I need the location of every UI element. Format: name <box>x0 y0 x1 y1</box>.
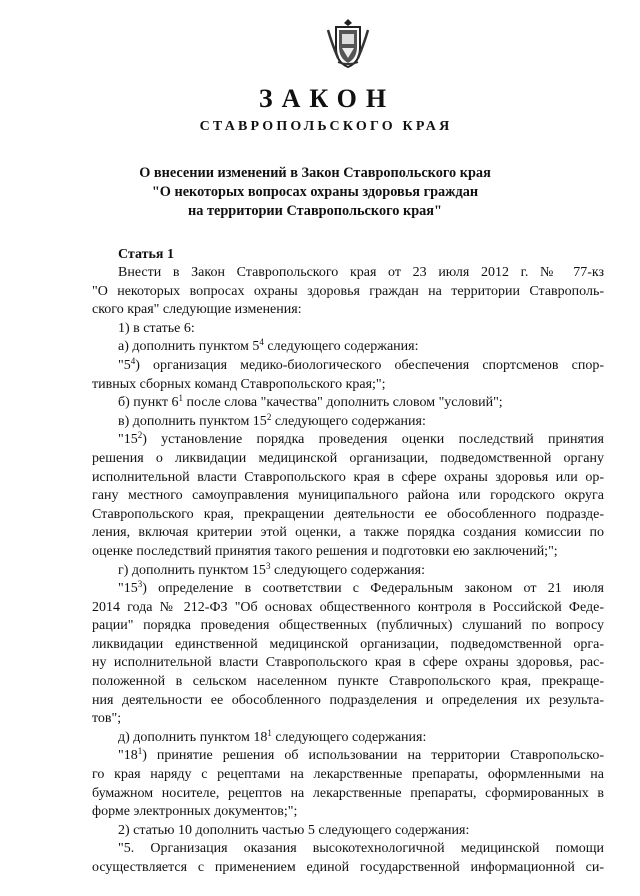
law-body-text <box>92 264 604 878</box>
body-line-text: бумажном носителе, рецептов на лекарственные препараты, сформированных в <box>92 785 604 801</box>
body-line <box>92 394 604 413</box>
body-line <box>92 654 604 673</box>
body-line-text: в) дополнить пунктом 15 <box>118 413 267 429</box>
body-line-text: после слова "качества" дополнить словом "условий"; <box>183 395 503 411</box>
body-line <box>92 692 604 711</box>
title-line: О внесении изменений в Закон Ставропольского края <box>139 165 491 181</box>
body-line <box>92 859 604 878</box>
superscript-index: 4 <box>259 337 264 348</box>
body-line <box>92 301 604 320</box>
body-line <box>92 264 604 283</box>
law-heading: ЗАКОН <box>258 84 396 113</box>
body-line-text: д) дополнить пунктом 18 <box>118 729 268 745</box>
body-line-text: ) организация медико-биологического обеспечения спортсменов спор- <box>135 357 604 373</box>
body-line-text: ) принятие решения об использовании на территории Ставропольско- <box>142 748 604 764</box>
superscript-index: 4 <box>130 355 136 366</box>
body-line-text: гану местного самоуправления муниципального района или городского округа <box>92 488 604 504</box>
body-line-text: Внести в Закон Ставропольского края от 23 июля 2012 г. № 77-кз <box>118 265 604 280</box>
body-line-text: ления, включая критерии этой оценки, а также порядка создания комиссии по <box>92 525 604 541</box>
body-line <box>92 729 604 748</box>
body-line-text: следующего содержания: <box>271 413 426 429</box>
body-line-text: "15 <box>118 432 138 448</box>
body-line-text: "5 <box>118 357 131 373</box>
body-line-text: го края наряду с рецептами на лекарственные препараты, оформленными на <box>92 767 604 783</box>
body-line-text: 1) в статье 6: <box>118 320 195 336</box>
body-line <box>92 506 604 525</box>
body-line <box>92 431 604 450</box>
body-line-text: ) определение в соответствии с Федеральным законом от 21 июля <box>142 581 604 597</box>
superscript-index: 1 <box>137 746 143 757</box>
body-line-text: ну исполнительной власти Ставропольского края в сфере охраны здоровья, рас- <box>92 655 604 671</box>
body-line <box>92 357 604 376</box>
body-line-text: 2) статью 10 дополнить частью 5 следующего содержания: <box>118 822 470 838</box>
body-line <box>92 487 604 506</box>
superscript-index: 1 <box>267 727 272 738</box>
body-line-text: рации" порядка проведения общественных (публичных) слушаний по вопросу <box>92 618 604 634</box>
body-line <box>92 283 604 302</box>
law-title <box>100 164 530 221</box>
body-line-text: б) пункт 6 <box>118 395 179 411</box>
body-line-text: г) дополнить пунктом 15 <box>118 562 266 578</box>
body-line-text: следующего содержания: <box>270 562 425 578</box>
body-line-text: исполнительной власти Ставропольского края в сфере охраны здоровья или ор- <box>92 469 604 485</box>
superscript-index: 2 <box>266 411 272 422</box>
superscript-index: 3 <box>137 579 143 590</box>
body-line <box>92 636 604 655</box>
body-line <box>92 524 604 543</box>
body-line-text: следующего содержания: <box>263 339 419 355</box>
body-line <box>92 469 604 488</box>
body-line-text: решения о ликвидации медицинской организации, подведомственной органу <box>92 450 604 466</box>
body-line-text: тивных сборных команд Ставропольского края;"; <box>92 376 386 392</box>
body-line-text: осуществляется с применением единой государственной информационной си- <box>92 860 604 875</box>
body-line <box>92 785 604 804</box>
body-line <box>92 840 604 859</box>
body-line <box>92 338 604 357</box>
body-line-text: положенной в сельском населенном пункте Ставропольского края, прекраще- <box>92 674 604 690</box>
body-line <box>92 320 604 339</box>
body-line-text: "15 <box>118 581 138 597</box>
body-line-text: "18 <box>118 748 138 764</box>
body-line <box>92 599 604 618</box>
body-line <box>92 562 604 581</box>
body-line-text: Ставропольского края, прекращении деятельности ее обособленного подразде- <box>92 506 604 522</box>
body-line <box>92 673 604 692</box>
body-line <box>92 747 604 766</box>
article-heading: Статья 1 <box>118 247 174 262</box>
body-line-text: тов"; <box>92 711 122 727</box>
superscript-index: 1 <box>178 393 184 404</box>
region-heading: СТАВРОПОЛЬСКОГО КРАЯ <box>199 119 453 134</box>
title-line: "О некоторых вопросах охраны здоровья граждан <box>151 184 479 200</box>
superscript-index: 2 <box>137 430 143 441</box>
body-line-text: оценке последствий принятия такого решения и подготовки ею заключений;"; <box>92 543 558 559</box>
body-line-text: ) установление порядка проведения оценки последствий принятия <box>142 432 604 448</box>
body-line <box>92 710 604 729</box>
body-line <box>92 822 604 841</box>
body-line-text: ликвидации единственной медицинской организации, подведомственной орга- <box>92 636 604 652</box>
body-line <box>92 413 604 432</box>
body-line <box>92 803 604 822</box>
body-line-text: 2014 года № 212-ФЗ "Об основах общественного контроля в Российской Феде- <box>92 599 604 615</box>
body-line <box>92 580 604 599</box>
body-line-text: "5. Организация оказания высокотехнологичной медицинской помощи <box>118 841 604 857</box>
body-line-text: ского края" следующие изменения: <box>92 302 302 318</box>
body-line-text: форме электронных документов;"; <box>92 804 298 820</box>
body-line <box>92 543 604 562</box>
body-line-text: "О некоторых вопросах охраны здоровья граждан на территории Ставрополь- <box>92 283 604 299</box>
title-line: на территории Ставропольского края" <box>188 203 442 219</box>
body-line <box>92 617 604 636</box>
coat-of-arms-emblem <box>326 18 370 68</box>
body-line <box>92 376 604 395</box>
body-line <box>92 450 604 469</box>
body-line-text: следующего содержания: <box>271 729 427 745</box>
body-line-text: а) дополнить пунктом 5 <box>118 339 260 355</box>
superscript-index: 3 <box>265 560 271 571</box>
body-line <box>92 766 604 785</box>
body-line-text: ния деятельности ее обособленного подразделения и определения их результа- <box>92 692 604 708</box>
